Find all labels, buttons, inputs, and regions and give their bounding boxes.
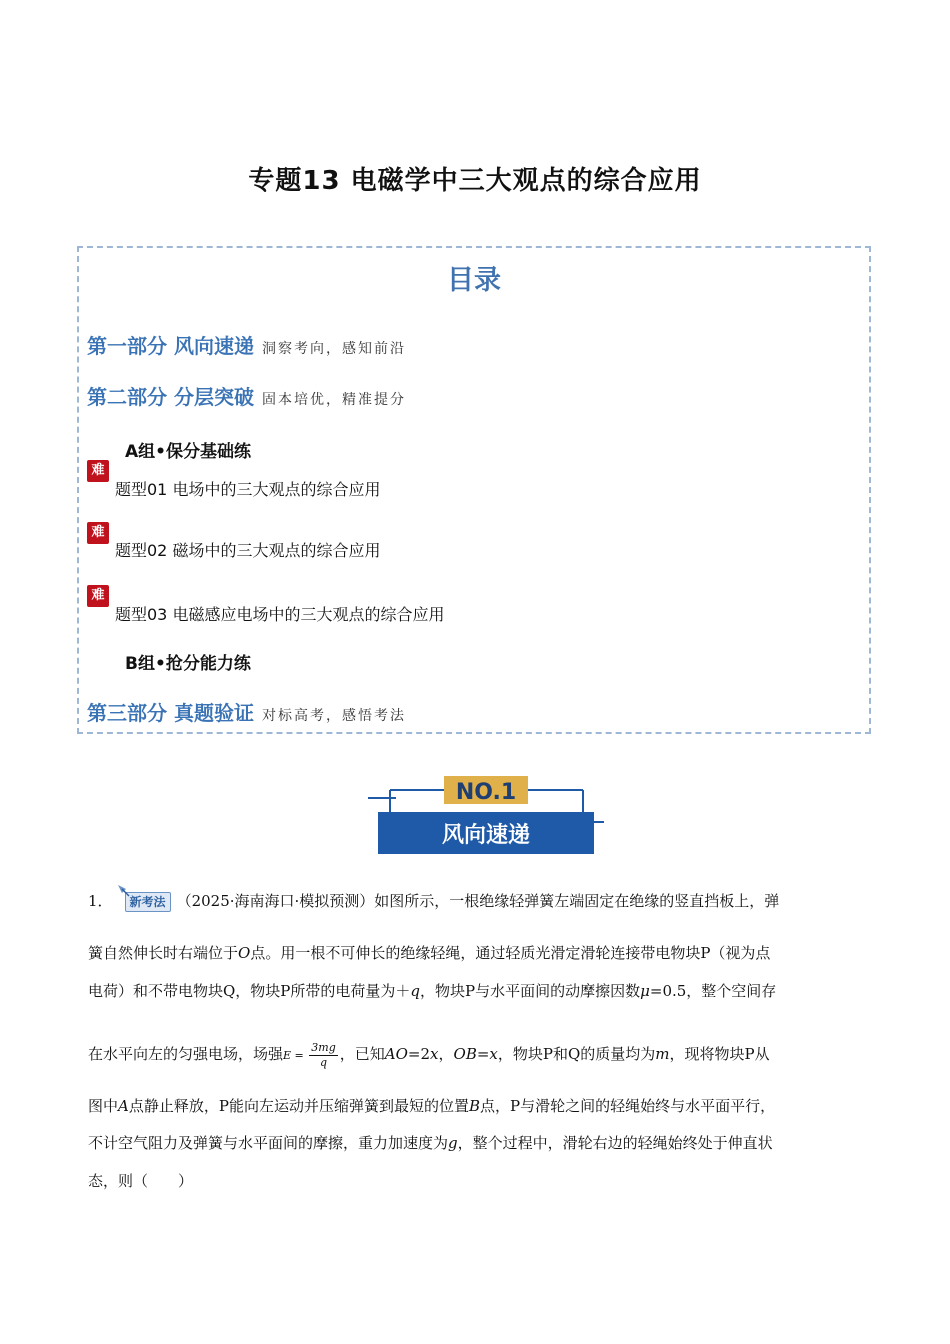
q-text: 不计空气阻力及弹簧与水平面间的摩擦，重力加速度为 <box>88 1134 449 1152</box>
q-var: g <box>448 1134 458 1152</box>
q-text: =0.5，整个空间存 <box>649 982 777 1000</box>
question-number: 1． <box>88 892 113 910</box>
pin-icon <box>116 883 130 897</box>
question-line-1 <box>88 877 779 925</box>
part-2-subtitle: 固本培优，精准提分 <box>261 392 406 408</box>
question-line-7 <box>88 1157 193 1205</box>
part-3-title: 第三部分 真题验证 <box>87 701 254 725</box>
fraction-denominator: q <box>319 1055 328 1069</box>
q-var: OB <box>453 1045 477 1063</box>
q-text: 图中 <box>88 1097 119 1115</box>
difficulty-badge: 难 <box>87 522 109 544</box>
question-text-1: （2025·海南海口·模拟预测）如图所示，一根绝缘轻弹簧左端固定在绝缘的竖直挡板上，弹 <box>176 892 780 910</box>
part-1-title: 第一部分 风向速递 <box>87 334 254 358</box>
part-3-subtitle: 对标高考，感悟考法 <box>261 708 406 724</box>
group-b-label[interactable]: B组•抢分能力练 <box>125 654 251 674</box>
table-of-contents <box>77 246 871 734</box>
q-var: AO <box>384 1045 408 1063</box>
page-title: 专题13 电磁学中三大观点的综合应用 <box>248 166 702 196</box>
group-a-label[interactable]: A组•保分基础练 <box>125 442 252 462</box>
q-var: O <box>238 944 251 962</box>
q-text: 点。用一根不可伸长的绝缘轻绳，通过轻质光滑定滑轮连接带电物块P（视为点 <box>250 944 771 962</box>
q-text: 电荷）和不带电物块Q，物块P所带的电荷量为＋ <box>88 982 411 1000</box>
toc-part-3[interactable] <box>87 697 406 726</box>
q-text: =2 <box>407 1045 431 1063</box>
q-text: ，物块P与水平面间的动摩擦因数 <box>420 982 641 1000</box>
q-text: 态，则（ ） <box>88 1172 194 1190</box>
q-var: μ <box>640 982 650 1000</box>
section-banner <box>368 770 608 862</box>
part-2-title: 第二部分 分层突破 <box>87 385 254 409</box>
difficulty-badge: 难 <box>87 585 109 607</box>
q-text: 点静止释放，P能向左运动并压缩弹簧到最短的位置 <box>128 1097 469 1115</box>
part-1-subtitle: 洞察考向，感知前沿 <box>261 341 406 357</box>
field-fraction <box>309 1041 337 1070</box>
toc-type-1[interactable]: 题型01 电场中的三大观点的综合应用 <box>115 480 381 499</box>
q-text: = <box>476 1045 490 1063</box>
toc-heading: 目录 <box>447 265 501 296</box>
banner-number: NO.1 <box>455 780 517 805</box>
q-var: E <box>283 1049 292 1062</box>
q-text: ，已知 <box>339 1045 385 1063</box>
q-var: x <box>430 1045 439 1063</box>
q-text: 簧自然伸长时右端位于 <box>88 944 239 962</box>
new-method-label: 新考法 <box>129 895 166 909</box>
q-var: q <box>410 982 421 1000</box>
q-text: ，整个过程中，滑轮右边的轻绳始终处于伸直状 <box>457 1134 773 1152</box>
q-text: = <box>291 1049 308 1062</box>
banner-label: 风向速递 <box>441 823 531 848</box>
difficulty-badge: 难 <box>87 460 109 482</box>
toc-part-2[interactable] <box>87 381 406 410</box>
q-text: 点，P与滑轮之间的轻绳始终与水平面平行， <box>480 1097 776 1115</box>
q-text: ，现将物块P从 <box>669 1045 770 1063</box>
banner-graphic <box>368 770 608 862</box>
q-var: x <box>489 1045 498 1063</box>
new-method-badge <box>125 892 171 912</box>
q-var: m <box>655 1045 670 1063</box>
fraction-numerator: 3mg <box>311 1040 336 1054</box>
q-text: ，物块P和Q的质量均为 <box>497 1045 656 1063</box>
question-line-3 <box>88 967 776 1015</box>
toc-type-3[interactable]: 题型03 电磁感应电场中的三大观点的综合应用 <box>115 605 445 624</box>
toc-type-2[interactable]: 题型02 磁场中的三大观点的综合应用 <box>115 541 381 560</box>
q-var: A <box>118 1097 129 1115</box>
q-text: 在水平向左的匀强电场，场强 <box>88 1045 284 1063</box>
toc-part-1[interactable] <box>87 330 406 359</box>
q-var: B <box>468 1097 480 1115</box>
question-line-4 <box>88 1030 770 1080</box>
q-text: ， <box>438 1045 454 1063</box>
